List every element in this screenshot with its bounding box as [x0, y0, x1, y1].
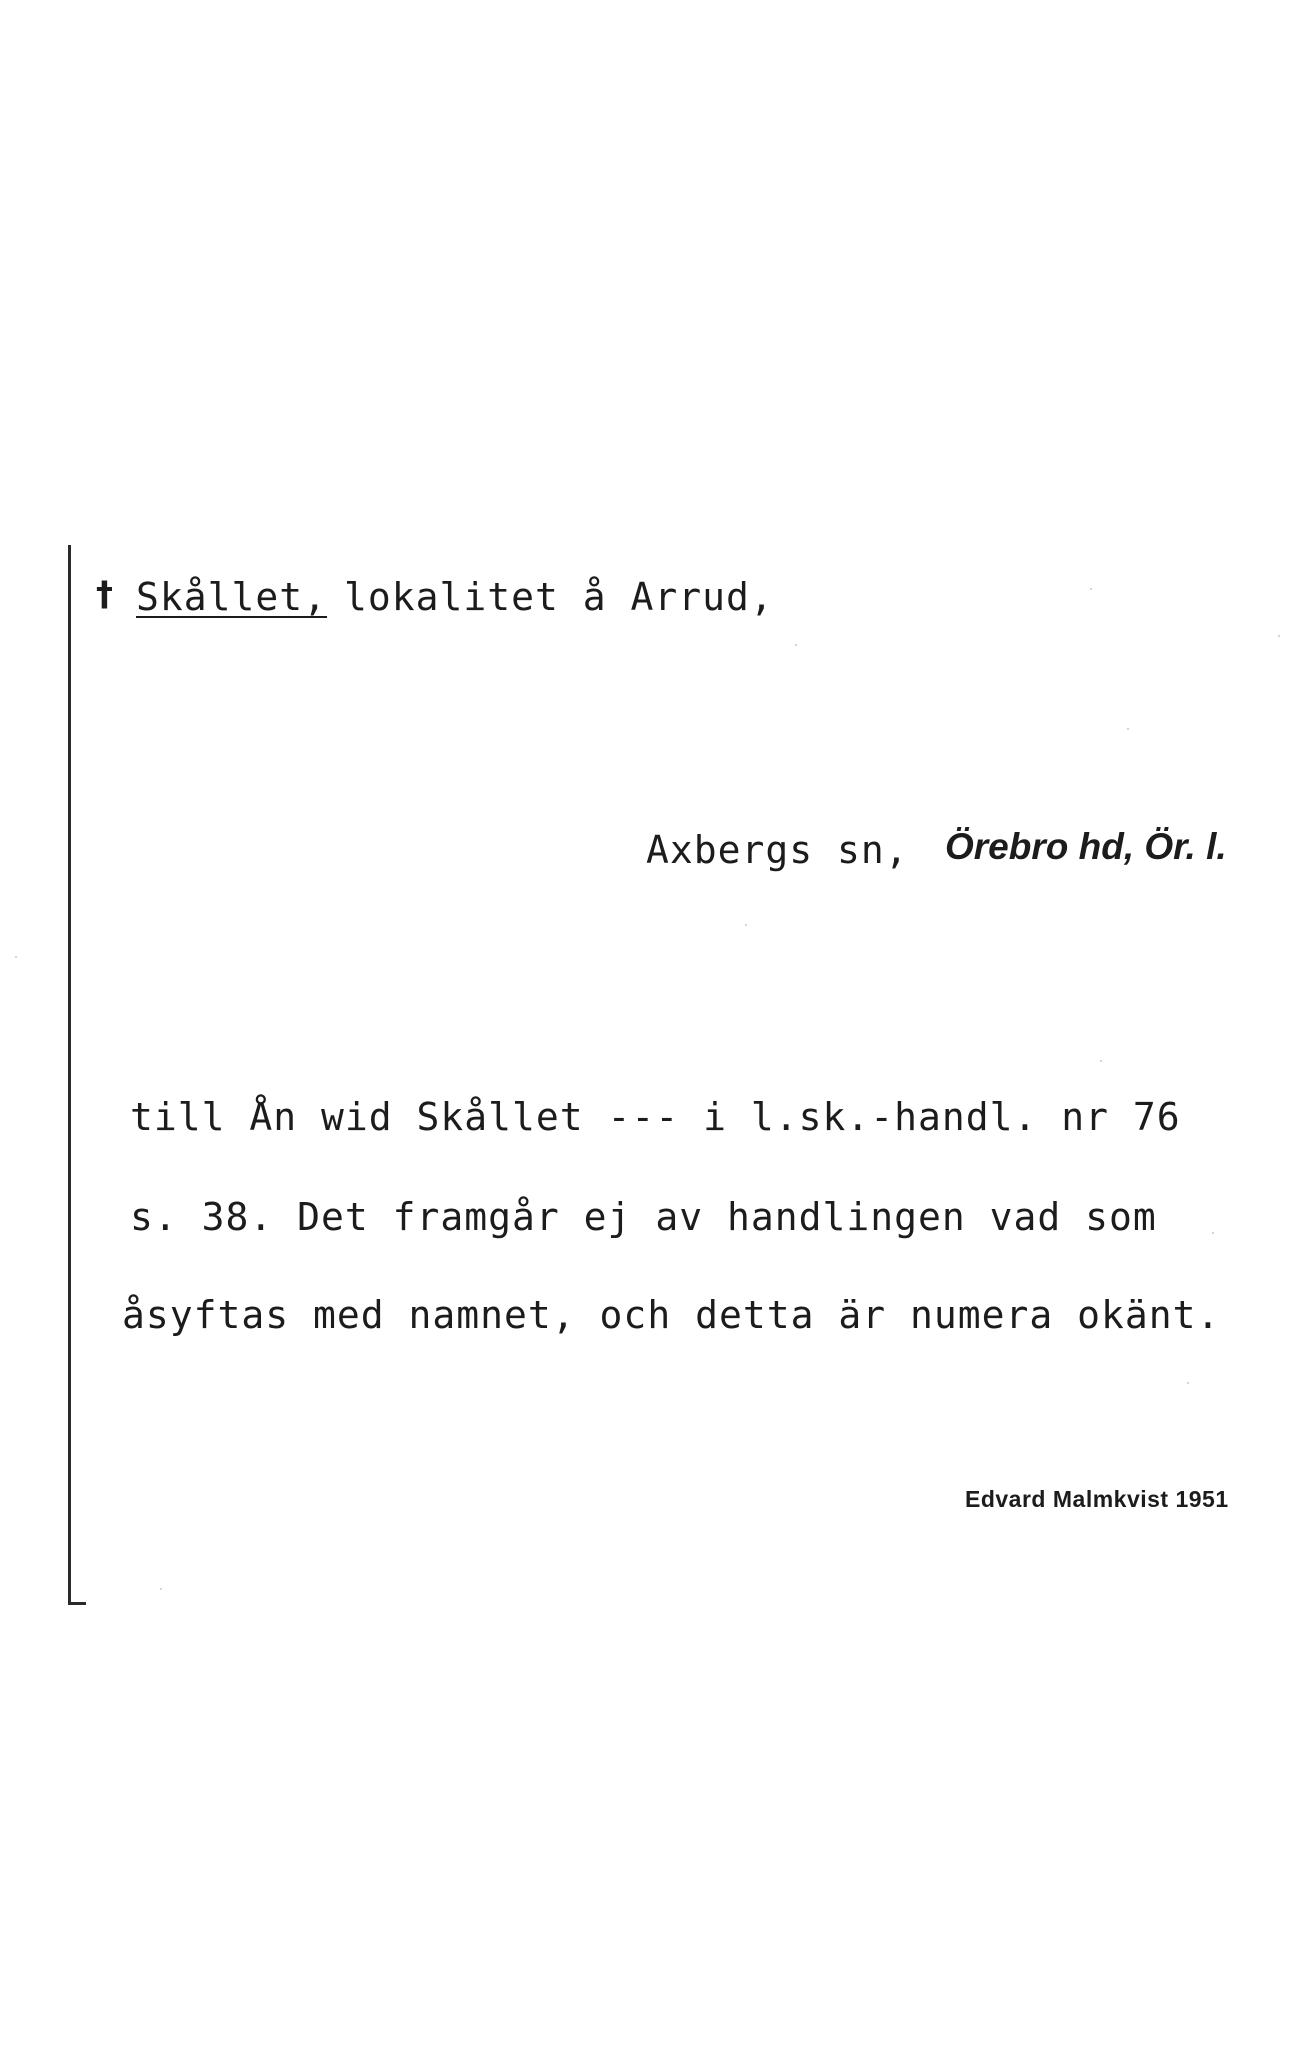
- heading-description: lokalitet å Arrud,: [344, 575, 774, 619]
- body-line: till Ån wid Skållet --- i l.sk.-handl. nr 76: [130, 1095, 1181, 1139]
- body-line: åsyftas med namnet, och detta är numera okänt.: [122, 1293, 1221, 1337]
- parish-line: Axbergs sn,: [646, 828, 909, 872]
- dagger-mark: †: [96, 574, 113, 614]
- margin-rule: [68, 545, 71, 1605]
- body-line: s. 38. Det framgår ej av handlingen vad som: [130, 1195, 1157, 1239]
- signature-stamp: Edvard Malmkvist 1951: [965, 1486, 1229, 1512]
- district-stamp: Örebro hd, Ör. l.: [945, 826, 1227, 867]
- headword: Skållet,: [136, 575, 328, 619]
- margin-rule-foot: [68, 1602, 86, 1605]
